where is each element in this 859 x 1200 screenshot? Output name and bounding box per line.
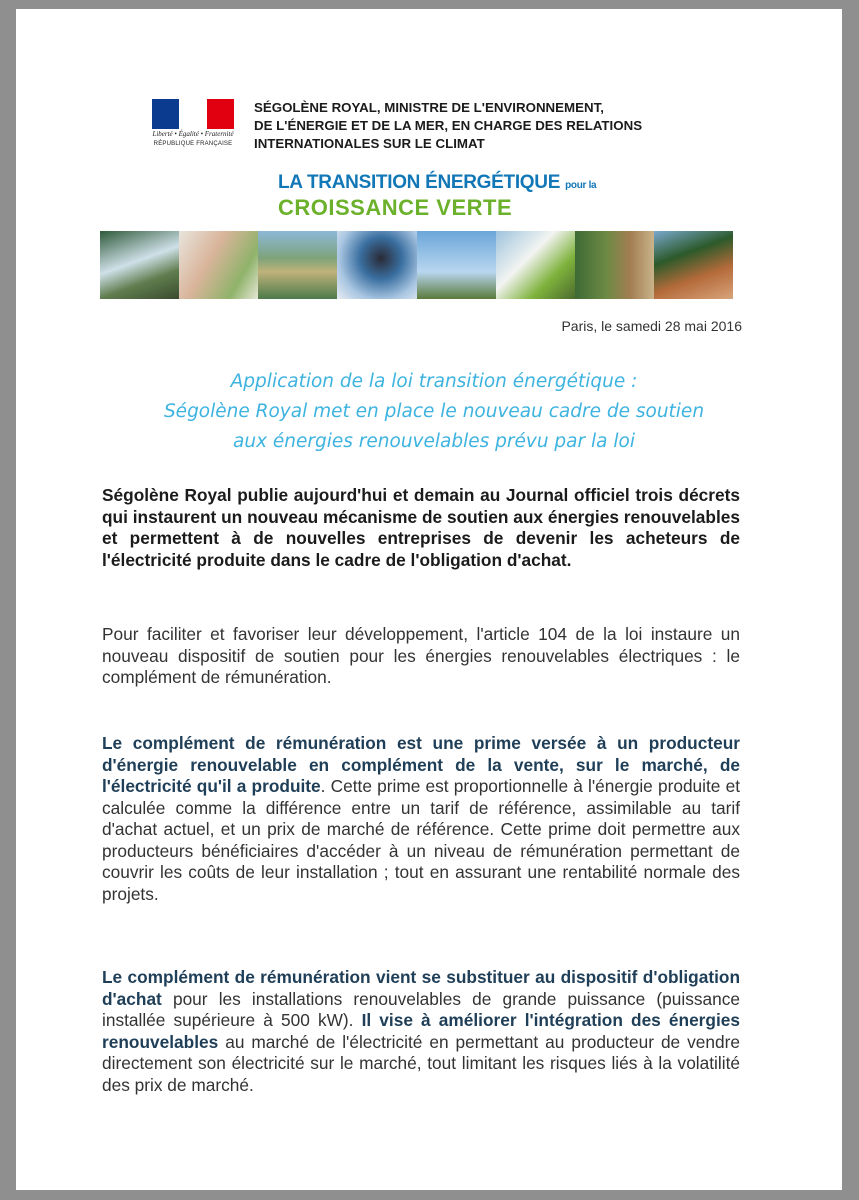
solar-workers-photo: [654, 231, 733, 299]
lead-paragraph: Ségolène Royal publie aujourd'hui et demain au Journal officiel trois décrets qui instaurent un nouveau mécanisme de soutien aux énergies renouvelables et permettent à de nouvelles entreprises de devenir les acheteurs de l'électricité produite dans le cadre de l'obligation d'achat.: [102, 485, 740, 570]
press-release-title: [76, 367, 792, 457]
minister-line: SÉGOLÈNE ROYAL, MINISTRE DE L'ENVIRONNEMENT,: [254, 100, 604, 115]
logo-line-2: CROISSANCE VERTE: [278, 195, 513, 220]
press-release-date: Paris, le samedi 28 mai 2016: [561, 318, 742, 334]
child-dandelion-photo: [179, 231, 258, 299]
paragraph-highlight: Le complément de rémunération est une prime versée à un producteur d'énergie renouvelable en complément de la vente, sur le marché, de l'électricité qu'il a produite: [102, 733, 740, 796]
title-line: aux énergies renouvelables prévu par la loi: [233, 431, 635, 452]
paragraph-text: au marché de l'électricité en permettant au producteur de vendre directement son électricité sur le marché, tout limitant les risques liés à la volatilité des prix de marché.: [102, 1031, 740, 1095]
electric-car-photo: [496, 231, 575, 299]
paragraph-text: pour les installations renouvelables de grande puissance (puissance installée supérieure à 500 kW).: [102, 988, 740, 1030]
wind-turbines-photo: [417, 231, 496, 299]
wetland-photo: [258, 231, 337, 299]
minister-line: INTERNATIONALES SUR LE CLIMAT: [254, 136, 485, 151]
flag-icon: [152, 99, 234, 129]
minister-line: DE L'ÉNERGIE ET DE LA MER, EN CHARGE DES RELATIONS: [254, 118, 643, 133]
minister-podium-photo: [337, 231, 416, 299]
logo-line-1: LA TRANSITION ÉNERGÉTIQUE pour la: [278, 172, 597, 193]
republic-motto: Liberté • Égalité • Fraternité: [152, 130, 234, 138]
republic-label: RÉPUBLIQUE FRANÇAISE: [153, 141, 233, 147]
marianne-logo: [152, 99, 234, 157]
paragraph-article-104: Pour faciliter et favoriser leur développement, l'article 104 de la loi instaure un nouveau dispositif de soutien pour les énergies renouvelables électriques : le complément de rémunération.: [102, 624, 740, 687]
waterfall-photo: [100, 231, 179, 299]
title-line: Ségolène Royal met en place le nouveau cadre de soutien: [163, 401, 705, 422]
paragraph-highlight: Le complément de rémunération vient se substituer au dispositif d'obligation d'achat: [102, 967, 740, 1009]
photo-banner: [100, 231, 733, 299]
paragraph-substitution: [102, 967, 740, 1096]
document-page: [16, 9, 842, 1190]
paragraph-text: . Cette prime est proportionnelle à l'énergie produite et calculée comme la différence entre un tarif de référence, assimilable au tarif d'achat actuel, et un prix de marché de référence. Cette prime doit permettre aux producteurs bénéficiaires d'accéder à un niveau de rémunération permettant de couvrir les coûts de leur installation ; tout en assurant une rentabilité normale des projets.: [102, 776, 740, 904]
transition-energetique-logo: [278, 172, 597, 224]
paragraph-highlight: Il vise à améliorer l'intégration des énergies renouvelables: [102, 1010, 740, 1052]
paragraph-complement-definition: [102, 733, 740, 905]
title-line: Application de la loi transition énergétique :: [230, 371, 638, 392]
green-building-photo: [575, 231, 654, 299]
minister-heading: [254, 99, 674, 153]
